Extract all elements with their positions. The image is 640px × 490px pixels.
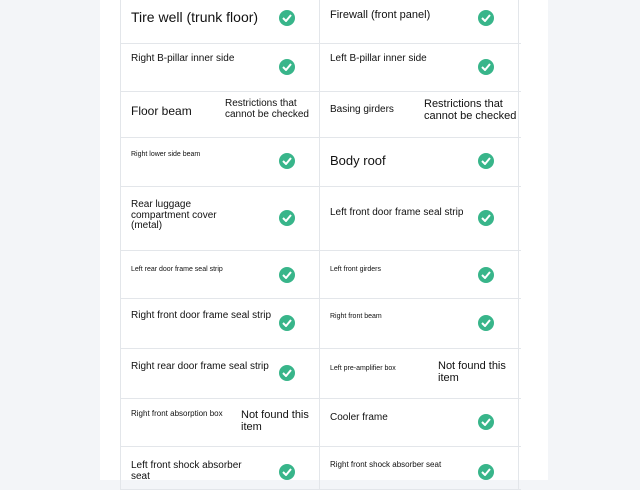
item-label: Cooler frame [330, 412, 388, 423]
item-label: Right front shock absorber seat [330, 460, 442, 469]
item-label: Floor beam [131, 104, 192, 118]
status-note: Not found this item [438, 360, 506, 384]
item-label: Right front door frame seal strip [131, 310, 272, 321]
item-label: Rear luggage compartment cover (metal) [131, 199, 217, 231]
item-label: Right front absorption box [131, 409, 223, 418]
item-label: Right front beam [330, 313, 382, 320]
table-row [121, 349, 521, 399]
table-row [121, 251, 521, 299]
item-label: Firewall (front panel) [330, 9, 431, 21]
check-icon [478, 464, 494, 480]
inspection-item [121, 299, 320, 348]
inspection-item [121, 0, 320, 43]
inspection-item [320, 92, 519, 137]
item-label: Body roof [330, 153, 386, 168]
item-label: Right lower side beam [131, 151, 201, 158]
inspection-item [320, 138, 519, 186]
check-icon [478, 59, 494, 75]
item-label: Left B-pillar inner side [330, 53, 427, 64]
item-label: Left pre-amplifier box [330, 365, 396, 372]
check-icon [478, 267, 494, 283]
inspection-item [121, 447, 320, 489]
table-row [121, 138, 521, 187]
item-label: Right B-pillar inner side [131, 53, 235, 64]
check-icon [478, 153, 494, 169]
inspection-item [320, 0, 519, 43]
inspection-item [320, 349, 519, 398]
item-label: Left front girders [330, 266, 381, 273]
item-label: Tire well (trunk floor) [131, 9, 259, 25]
inspection-item [320, 187, 519, 250]
check-icon [279, 464, 295, 480]
status-note: Restrictions that cannot be checked [225, 98, 309, 120]
status-note: Restrictions that cannot be checked [424, 98, 517, 122]
inspection-item [320, 399, 519, 446]
table-row [121, 299, 521, 349]
table-row [121, 187, 521, 251]
inspection-item [320, 447, 519, 489]
item-label: Left front door frame seal strip [330, 207, 464, 218]
inspection-item [320, 299, 519, 348]
table-row [121, 447, 521, 490]
inspection-item [121, 138, 320, 186]
check-icon [478, 315, 494, 331]
inspection-table [120, 0, 521, 490]
item-label: Basing girders [330, 104, 394, 115]
inspection-item [121, 399, 320, 446]
check-icon [279, 267, 295, 283]
check-icon [279, 59, 295, 75]
item-label: Left rear door frame seal strip [131, 266, 223, 273]
check-icon [279, 315, 295, 331]
inspection-item [121, 92, 320, 137]
inspection-item [121, 44, 320, 91]
table-row [121, 399, 521, 447]
table-row [121, 0, 521, 44]
check-icon [478, 210, 494, 226]
check-icon [478, 10, 494, 26]
inspection-item [121, 349, 320, 398]
inspection-item [320, 251, 519, 298]
check-icon [279, 10, 295, 26]
check-icon [279, 365, 295, 381]
check-icon [279, 210, 295, 226]
check-icon [478, 414, 494, 430]
inspection-item [320, 44, 519, 91]
inspection-item [121, 251, 320, 298]
check-icon [279, 153, 295, 169]
table-row [121, 92, 521, 138]
status-note: Not found this item [241, 409, 309, 433]
item-label: Right rear door frame seal strip [131, 361, 269, 372]
table-row [121, 44, 521, 92]
item-label: Left front shock absorber seat [131, 460, 242, 482]
inspection-item [121, 187, 320, 250]
